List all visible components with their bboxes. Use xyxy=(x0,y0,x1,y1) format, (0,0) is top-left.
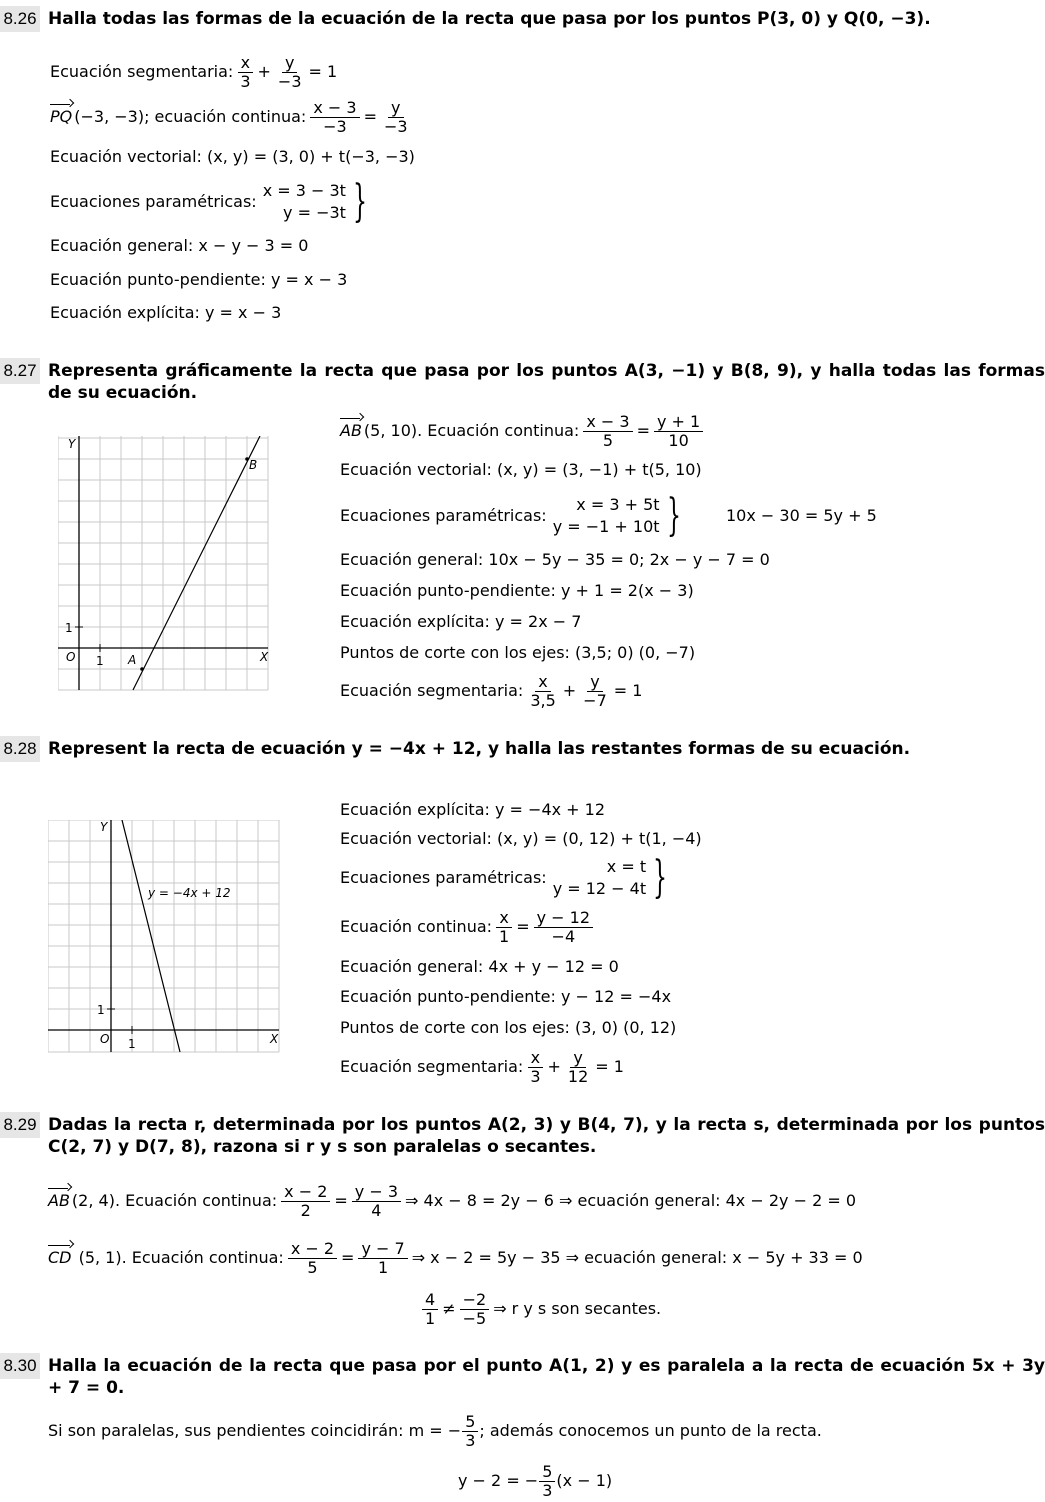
fraction: $\frac{x - 3}{-3}$ xyxy=(310,99,359,136)
problem-number: 8.28 xyxy=(0,736,40,762)
cortes-line: Puntos de corte con los ejes: (3,5; 0) (0, −7) xyxy=(340,643,696,662)
one-x-label: 1 xyxy=(96,654,104,668)
problem-number: 8.26 xyxy=(0,6,40,32)
line-y-eq xyxy=(122,820,180,1052)
fraction: $\frac{y + 1}{10}$ xyxy=(654,413,703,450)
fraction: $\frac{x - 2}{2}$ xyxy=(281,1183,330,1220)
continua-line: Ecuación continua: $\frac{x}{1}$ = $\frac{y - 12}{-4}$ xyxy=(340,906,597,948)
result-equation: y − 2 = − $\frac{5}{3}$ (x − 1) xyxy=(458,1461,613,1500)
point-a-label: A xyxy=(128,653,137,667)
grid xyxy=(58,436,268,690)
parametricas-line: Ecuaciones paramétricas: x = t y = 12 − 4t } xyxy=(340,854,674,902)
explicita-line: Ecuación explícita: y = 2x − 7 xyxy=(340,612,582,631)
segmentaria-line: Ecuación segmentaria: $\frac{x}{3}$ + $\frac{y}{12}$ = 1 xyxy=(340,1047,624,1086)
fraction: $\frac{x - 3}{5}$ xyxy=(583,413,632,450)
right-brace-icon: } xyxy=(653,852,668,903)
problem-number: 8.27 xyxy=(0,358,40,384)
point-b-label: B xyxy=(249,458,258,472)
continua-line: PQ (−3, −3); ecuación continua: $\frac{x - 3}{-3}$ = $\frac{y}{-3}$ xyxy=(50,97,415,137)
x-axis-label: X xyxy=(270,1032,279,1046)
y-axis-label: Y xyxy=(100,820,108,834)
right-brace-icon: } xyxy=(666,490,681,541)
problem-number: 8.30 xyxy=(0,1353,40,1379)
punto-pendiente-line: Ecuación punto-pendiente: y + 1 = 2(x − 3) xyxy=(340,581,694,600)
vectorial-line: Ecuación vectorial: (x, y) = (3, 0) + t(−3, −3) xyxy=(50,147,415,166)
vector-pq: PQ xyxy=(50,107,73,126)
general-line: Ecuación general: 10x − 5y − 35 = 0; 2x − y − 7 = 0 xyxy=(340,550,770,569)
cortes-line: Puntos de corte con los ejes: (3, 0) (0, 12) xyxy=(340,1018,677,1037)
fraction: $\frac{x}{3,5}$ xyxy=(530,671,556,710)
origin-label: O xyxy=(100,1032,110,1046)
one-x-label: 1 xyxy=(128,1037,136,1051)
punto-pendiente-line: Ecuación punto-pendiente: y − 12 = −4x xyxy=(340,987,672,1006)
fraction: $\frac{y - 12}{-4}$ xyxy=(534,909,593,946)
general-line: Ecuación general: x − y − 3 = 0 xyxy=(50,236,309,255)
equation-system: x = 3 + 5t y = −1 + 10t } xyxy=(552,490,681,541)
point-a xyxy=(140,667,144,671)
vector-ab: AB xyxy=(48,1191,70,1210)
general-line: Ecuación general: 4x + y − 12 = 0 xyxy=(340,957,619,976)
problem-statement: Representa gráficamente la recta que pasa por los puntos A(3, −1) y B(8, 9), y halla todas las formas de su ecuación. xyxy=(48,361,1045,403)
one-y-label: 1 xyxy=(97,1003,105,1017)
fraction: $\frac{y - 7}{1}$ xyxy=(358,1240,407,1277)
problem-number: 8.29 xyxy=(0,1112,40,1138)
y-axis-label: Y xyxy=(68,437,76,451)
problem-statement: Halla la ecuación de la recta que pasa por el punto A(1, 2) y es paralela a la recta de ecuación 5x + 3y + 7 = 0. xyxy=(48,1356,1045,1398)
fraction: $\frac{y}{-3}$ xyxy=(383,97,408,136)
fraction: $\frac{x}{3}$ xyxy=(237,54,253,91)
side-equation: 10x − 30 = 5y + 5 xyxy=(726,506,877,525)
fraction: $\frac{5}{3}$ xyxy=(539,1463,555,1500)
x-axis-label: X xyxy=(260,650,269,664)
fraction: $\frac{x - 2}{5}$ xyxy=(288,1240,337,1277)
segmentaria-line: Ecuación segmentaria: $\frac{x}{3,5}$ + $\frac{y}{-7}$ = 1 xyxy=(340,671,643,710)
continua-line: AB (5, 10). Ecuación continua: $\frac{x - 3}{5}$ = $\frac{y + 1}{10}$ xyxy=(340,410,707,452)
fraction: $\frac{x}{3}$ xyxy=(527,1049,543,1086)
equation-system: x = t y = 12 − 4t } xyxy=(552,852,668,903)
parametricas-line: Ecuaciones paramétricas: x = 3 − 3t y = −3t } xyxy=(50,178,374,226)
fraction: $\frac{-2}{-5}$ xyxy=(460,1291,490,1328)
graph-8-27 xyxy=(58,436,271,691)
slope-line: Si son paralelas, sus pendientes coincidirán: m = − $\frac{5}{3}$ ; además conocemos un punto de la recta. xyxy=(48,1411,822,1450)
line-label: y = −4x + 12 xyxy=(148,886,231,900)
comparison-line: $\frac{4}{1}$ ≠ $\frac{-2}{-5}$ ⇒ r y s son secantes. xyxy=(418,1288,661,1330)
problem-statement: Halla todas las formas de la ecuación de la recta que pasa por los puntos P(3, 0) y Q(0, −3). xyxy=(48,9,931,29)
origin-label: O xyxy=(66,650,76,664)
equation-system: x = 3 − 3t y = −3t } xyxy=(262,176,367,227)
vectorial-line: Ecuación vectorial: (x, y) = (3, −1) + t(5, 10) xyxy=(340,460,702,479)
fraction: $\frac{5}{3}$ xyxy=(462,1413,478,1450)
one-y-label: 1 xyxy=(65,621,73,635)
graph-8-28 xyxy=(48,820,282,1054)
fraction: $\frac{y - 3}{4}$ xyxy=(352,1183,401,1220)
fraction: $\frac{y}{-3}$ xyxy=(277,52,302,91)
fraction: $\frac{4}{1}$ xyxy=(422,1291,438,1328)
vectorial-line: Ecuación vectorial: (x, y) = (0, 12) + t(1, −4) xyxy=(340,829,702,848)
explicita-line: Ecuación explícita: y = x − 3 xyxy=(50,303,282,322)
punto-pendiente-line: Ecuación punto-pendiente: y = x − 3 xyxy=(50,270,348,289)
line-ab xyxy=(133,436,260,690)
problem-statement: Dadas la recta r, determinada por los puntos A(2, 3) y B(4, 7), y la recta s, determinada por los puntos C(2, 7) y D(7, 8), razona si r y s son paralelas o secantes. xyxy=(48,1115,1045,1157)
grid xyxy=(48,820,279,1052)
fraction: $\frac{y}{12}$ xyxy=(567,1047,589,1086)
label: Ecuación segmentaria: xyxy=(50,62,234,81)
segmentaria-line: Ecuación segmentaria: $\frac{x}{3}$ + $\frac{y}{-3}$ = 1 xyxy=(50,52,338,91)
ab-line: AB (2, 4). Ecuación continua: $\frac{x - 2}{2}$ = $\frac{y - 3}{4}$ ⇒ 4x − 8 = 2y − 6 ⇒ ecuación general: 4x − 2y − 2 = 0 xyxy=(48,1181,856,1220)
vector-ab: AB xyxy=(340,421,362,440)
right-brace-icon: } xyxy=(352,176,367,227)
problem-statement: Represent la recta de ecuación y = −4x + 12, y halla las restantes formas de su ecuación. xyxy=(48,739,911,759)
explicita-line: Ecuación explícita: y = −4x + 12 xyxy=(340,800,606,819)
fraction: $\frac{x}{1}$ xyxy=(496,909,512,946)
parametricas-line: Ecuaciones paramétricas: x = 3 + 5t y = −1 + 10t } xyxy=(340,492,688,540)
cd-line: CD (5, 1). Ecuación continua: $\frac{x - 2}{5}$ = $\frac{y - 7}{1}$ ⇒ x − 2 = 5y − 35 ⇒ ecuación general: x − 5y + 33 = 0 xyxy=(48,1238,863,1277)
fraction: $\frac{y}{-7}$ xyxy=(583,671,607,710)
vector-cd: CD xyxy=(48,1248,72,1267)
